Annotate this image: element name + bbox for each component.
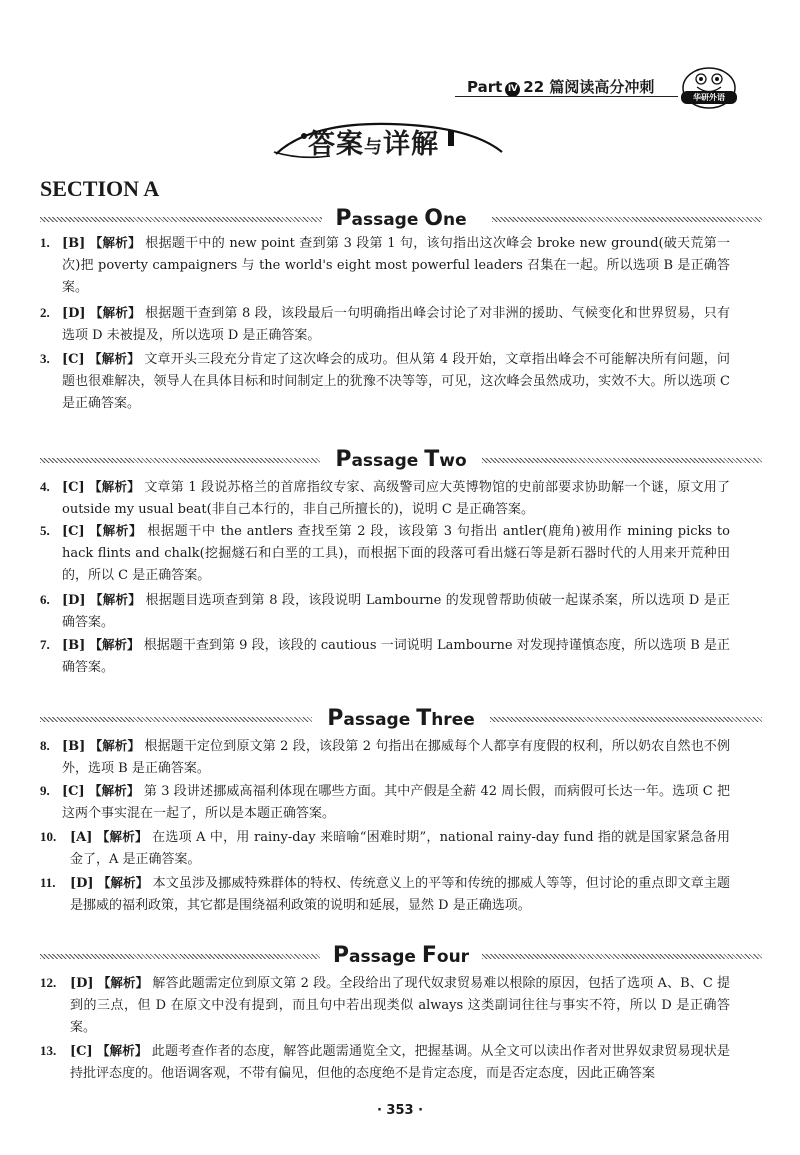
answer-item: [40, 476, 730, 521]
item-text: 文章开头三段充分肯定了这次峰会的成功。但从第 4 段开始，文章指出峰会不可能解决所有问题，问题也很难解决，领导人在具体目标和时间制定上的犹豫不决等等，可见，这次峰会虽然成功，实效不大。所以选项 C 是正确答案。: [62, 352, 730, 411]
passage-heading: [40, 208, 762, 232]
item-number: 7.: [40, 637, 50, 652]
part-label: Part: [467, 78, 503, 96]
item-tag: 【解析】: [89, 479, 140, 494]
item-tag: 【解析】: [89, 351, 140, 366]
item-answer: [C]: [70, 1044, 93, 1059]
item-tag: 【解析】: [89, 592, 142, 607]
item-number: 6.: [40, 592, 50, 607]
passage-title: Passage Three: [327, 706, 475, 731]
item-tag: 【解析】: [89, 235, 141, 250]
item-text: 第 3 段讲述挪威高福利体现在哪些方面。其中产假是全薪 42 周长假，而病假可长达一年。选项 C 把这两个事实混在一起了，所以是本题正确答案。: [62, 784, 730, 821]
page-title: [308, 122, 439, 161]
part-number-badge: Ⅳ: [505, 82, 520, 97]
item-number: 8.: [40, 738, 50, 753]
item-text: 解答此题需定位到原文第 2 段。全段给出了现代奴隶贸易难以根除的原因，包括了选项 A、B、C 提到的三点，但 D 在原文中没有提到，而且句中若出现类似 always 这类副词往往与事实不符，所以 D 是正确答案。: [70, 976, 730, 1035]
answers-title-banner: [270, 112, 510, 168]
item-number: 11.: [40, 875, 56, 890]
heading-rule-right: [492, 217, 762, 222]
item-tag: 【解析】: [89, 523, 143, 538]
item-number: 3.: [40, 351, 50, 366]
answer-item: [40, 302, 730, 347]
answer-item: [40, 348, 730, 415]
answer-item: [40, 780, 730, 825]
title-part-a: 答案: [308, 129, 364, 160]
header-rule: [455, 96, 678, 97]
answer-item: [40, 826, 730, 871]
item-answer: [B]: [62, 236, 86, 251]
passage-title: Passage Two: [335, 447, 467, 472]
item-text: 根据题干中的 new point 查到第 3 段第 1 句，该句指出这次峰会 broke new ground(破天荒第一次)把 poverty campaigners 与 the world's eight most powerful leaders 召集在一起。所以选项 B 是正确答案。: [62, 236, 730, 295]
item-number: 10.: [40, 829, 57, 844]
item-answer: [C]: [62, 480, 85, 495]
running-header: [455, 66, 740, 100]
item-text: 根据题干中 the antlers 查找至第 2 段，该段第 3 句指出 antler(鹿角)被用作 mining picks to hack flints and chalk(挖掘燧石和白垩的工具)，而根据下面的段落可看出燧石等是新石器时代的人用来开荒种田的，所以 C 是正确答案。: [62, 524, 730, 583]
answer-item: [40, 232, 730, 299]
item-text: 文章第 1 段说苏格兰的首席指纹专家、高级警司应大英博物馆的史前部要求协助解一个谜，原文用了 outside my usual beat(非自己本行的，非自己所擅长的)，说明 C 是正确答案。: [62, 480, 730, 517]
logo-text: 华研外语: [681, 91, 737, 104]
item-tag: 【解析】: [97, 975, 149, 990]
header-book-title: 22 篇阅读高分冲刺: [523, 78, 655, 96]
heading-rule-right: [490, 717, 762, 722]
item-answer: [B]: [62, 739, 86, 754]
item-text: 根据题目选项查到第 8 段，该段说明 Lambourne 的发现曾帮助侦破一起谋杀案，所以选项 D 是正确答案。: [62, 593, 730, 630]
section-title: SECTION A: [40, 176, 160, 201]
passage-heading: [40, 708, 762, 732]
passage-heading: [40, 449, 762, 473]
item-answer: [D]: [70, 976, 94, 991]
item-text: 根据题干查到第 9 段，该段的 cautious 一词说明 Lambourne 对发现持谨慎态度，所以选项 B 是正确答案。: [62, 638, 730, 675]
item-text: 根据题干查到第 8 段，该段最后一句明确指出峰会讨论了对非洲的援助、气候变化和世界贸易，只有选项 D 未被提及，所以选项 D 是正确答案。: [62, 306, 731, 343]
item-text: 根据题干定位到原文第 2 段，该段第 2 句指出在挪威每个人都享有度假的权利，所以奶农自然也不例外，选项 B 是正确答案。: [62, 739, 730, 776]
item-answer: [C]: [62, 784, 85, 799]
title-part-b: 与: [364, 137, 383, 158]
item-tag: 【解析】: [89, 305, 141, 320]
item-answer: [B]: [62, 638, 86, 653]
passage-title: Passage Four: [332, 943, 470, 968]
item-tag: 【解析】: [96, 1043, 148, 1058]
answer-item: [40, 520, 730, 587]
item-number: 13.: [40, 1043, 57, 1058]
item-answer: [D]: [62, 306, 86, 321]
item-text: 在选项 A 中，用 rainy-day 来暗喻“困难时期”，national rainy-day fund 指的就是国家紧急备用金了，A 是正确答案。: [70, 830, 730, 867]
title-part-c: 详解: [383, 129, 439, 160]
publisher-logo: [681, 66, 737, 110]
item-tag: 【解析】: [89, 738, 141, 753]
answer-item: [40, 589, 730, 634]
item-number: 1.: [40, 235, 50, 250]
heading-rule-right: [482, 954, 762, 959]
answer-item: [40, 634, 730, 679]
answer-item: [40, 735, 730, 780]
heading-rule-right: [482, 458, 762, 463]
item-number: 12.: [40, 975, 57, 990]
item-tag: 【解析】: [97, 875, 149, 890]
item-tag: 【解析】: [96, 829, 148, 844]
item-answer: [C]: [62, 524, 85, 539]
answer-item: [40, 972, 730, 1039]
item-answer: [D]: [62, 593, 86, 608]
item-answer: [D]: [70, 876, 94, 891]
item-number: 4.: [40, 479, 50, 494]
item-tag: 【解析】: [89, 637, 140, 652]
item-answer: [C]: [62, 352, 85, 367]
item-number: 5.: [40, 523, 50, 538]
item-answer: [A]: [70, 830, 93, 845]
answer-item: [40, 1040, 730, 1085]
passage-title: Passage One: [335, 206, 467, 231]
header-title: [467, 76, 654, 97]
item-number: 9.: [40, 783, 50, 798]
item-number: 2.: [40, 305, 50, 320]
answer-item: [40, 872, 730, 917]
item-text: 此题考查作者的态度，解答此题需通览全文，把握基调。从全文可以读出作者对世界奴隶贸易现状是持批评态度的。他语调客观，不带有偏见，但他的态度绝不是肯定态度，而是否定态度，因此正确答案: [70, 1044, 730, 1081]
item-tag: 【解析】: [88, 783, 140, 798]
item-text: 本文虽涉及挪威特殊群体的特权、传统意义上的平等和传统的挪威人等等，但讨论的重点即文章主题是挪威的福利政策，其它都是围绕福利政策的说明和延展，显然 D 是正确选项。: [70, 876, 730, 913]
passage-heading: [40, 945, 762, 969]
page-number: · 353 ·: [376, 1103, 424, 1118]
